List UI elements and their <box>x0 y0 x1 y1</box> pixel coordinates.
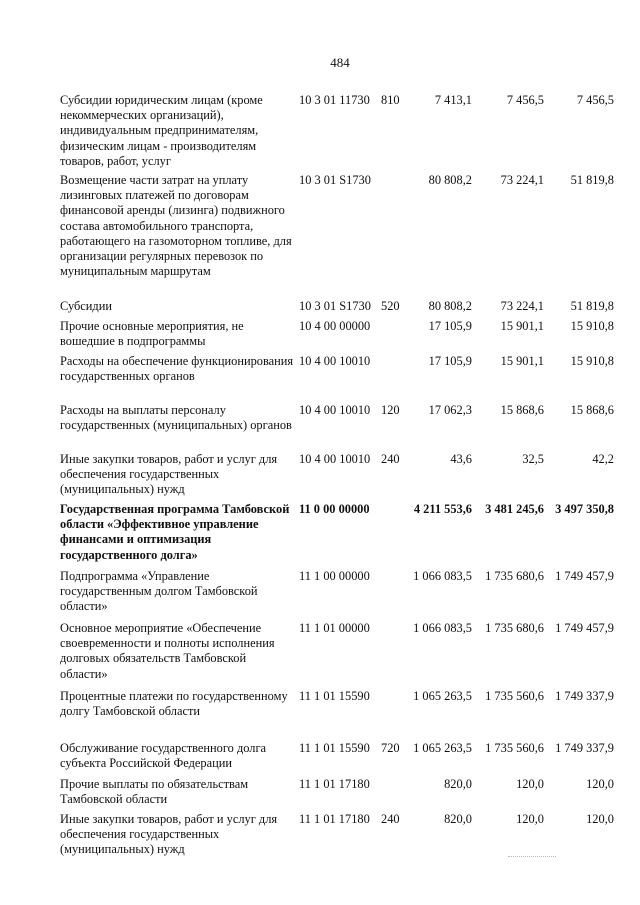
row-value-year-2: 1 735 560,6 <box>485 689 544 703</box>
row-target-code: 11 1 01 17180 <box>299 812 370 826</box>
row-value-year-3: 51 819,8 <box>570 173 614 187</box>
row-value-year-3: 1 749 337,9 <box>555 689 614 703</box>
row-value-year-1: 1 065 263,5 <box>413 689 472 703</box>
row-value-year-2: 120,0 <box>516 777 544 791</box>
row-value-year-2: 120,0 <box>516 812 544 826</box>
table-row <box>0 777 640 812</box>
row-value-year-3: 15 910,8 <box>570 319 614 333</box>
row-expense-type: 120 <box>381 403 400 417</box>
row-description: Расходы на обеспечение функционирования государственных органов <box>60 354 294 384</box>
row-value-year-3: 1 749 457,9 <box>555 621 614 635</box>
row-value-year-3: 120,0 <box>586 777 614 791</box>
table-row <box>0 299 640 319</box>
row-description: Иные закупки товаров, работ и услуг для обеспечения государственных (муниципальных) нужд <box>60 452 278 497</box>
page-number: 484 <box>330 55 350 70</box>
row-value-year-3: 3 497 350,8 <box>555 502 614 516</box>
row-description: Возмещение части затрат на уплату лизинговых платежей по договорам финансовой аренды (лизинга) подвижного состава автомобильного транспорта, работающего на газомоторном топливе, для организации регулярных перевозок по муниципальным маршрутам <box>60 173 292 279</box>
row-value-year-1: 80 808,2 <box>428 299 472 313</box>
table-row <box>0 689 640 741</box>
table-row <box>0 93 640 173</box>
row-expense-type: 240 <box>381 452 400 466</box>
row-description: Субсидии <box>60 299 112 313</box>
row-description: Обслуживание государственного долга субъекта Российской Федерации <box>60 741 267 771</box>
row-target-code: 11 1 01 17180 <box>299 777 370 791</box>
row-value-year-2: 15 868,6 <box>500 403 544 417</box>
row-value-year-1: 17 062,3 <box>428 403 472 417</box>
row-description: Прочие выплаты по обязательствам Тамбовской области <box>60 777 249 807</box>
row-description: Прочие основные мероприятия, не вошедшие в подпрограммы <box>60 319 244 349</box>
row-description: Подпрограмма «Управление государственным долгом Тамбовской области» <box>60 569 258 614</box>
row-expense-type: 240 <box>381 812 400 826</box>
row-target-code: 11 1 01 15590 <box>299 741 370 755</box>
row-value-year-3: 1 749 457,9 <box>555 569 614 583</box>
row-value-year-3: 120,0 <box>586 812 614 826</box>
table-row-program-total <box>0 502 640 569</box>
row-value-year-3: 51 819,8 <box>570 299 614 313</box>
table-row <box>0 812 640 862</box>
row-description: Основное мероприятие «Обеспечение своевременности и полноты исполнения долговых обязательств Тамбовской области» <box>60 621 275 681</box>
scan-artifact <box>508 856 556 860</box>
row-value-year-1: 1 066 083,5 <box>413 569 472 583</box>
row-value-year-3: 15 910,8 <box>570 354 614 368</box>
row-value-year-3: 7 456,5 <box>576 93 614 107</box>
row-expense-type: 810 <box>381 93 400 107</box>
row-target-code: 10 4 00 10010 <box>299 403 371 417</box>
row-value-year-1: 80 808,2 <box>428 173 472 187</box>
table-row <box>0 452 640 502</box>
table-row <box>0 569 640 621</box>
table-row <box>0 354 640 403</box>
row-target-code: 11 0 00 00000 <box>299 502 370 516</box>
row-description: Иные закупки товаров, работ и услуг для обеспечения государственных (муниципальных) нужд <box>60 812 278 857</box>
row-target-code: 11 1 00 00000 <box>299 569 370 583</box>
row-value-year-1: 43,6 <box>450 452 472 466</box>
row-target-code: 11 1 01 15590 <box>299 689 370 703</box>
row-target-code: 10 3 01 11730 <box>299 93 370 107</box>
row-target-code: 11 1 01 00000 <box>299 621 370 635</box>
row-value-year-2: 73 224,1 <box>500 173 544 187</box>
row-expense-type: 520 <box>381 299 400 313</box>
row-value-year-3: 1 749 337,9 <box>555 741 614 755</box>
row-value-year-2: 7 456,5 <box>506 93 544 107</box>
row-value-year-2: 1 735 680,6 <box>485 569 544 583</box>
row-target-code: 10 4 00 10010 <box>299 354 371 368</box>
table-row <box>0 621 640 689</box>
row-value-year-3: 42,2 <box>592 452 614 466</box>
row-value-year-2: 1 735 560,6 <box>485 741 544 755</box>
row-expense-type: 720 <box>381 741 400 755</box>
budget-table <box>0 93 640 862</box>
row-value-year-2: 1 735 680,6 <box>485 621 544 635</box>
row-value-year-1: 820,0 <box>444 777 472 791</box>
row-value-year-2: 15 901,1 <box>500 319 544 333</box>
row-value-year-1: 17 105,9 <box>428 354 472 368</box>
row-description: Расходы на выплаты персоналу государственных (муниципальных) органов <box>60 403 292 433</box>
table-row <box>0 403 640 452</box>
row-value-year-2: 15 901,1 <box>500 354 544 368</box>
row-description: Субсидии юридическим лицам (кроме некоммерческих организаций), индивидуальным предпринимателям, физическим лицам - производителям товаров, работ, услуг <box>60 93 263 168</box>
row-target-code: 10 4 00 00000 <box>299 319 371 333</box>
row-value-year-1: 820,0 <box>444 812 472 826</box>
row-target-code: 10 4 00 10010 <box>299 452 371 466</box>
row-value-year-2: 73 224,1 <box>500 299 544 313</box>
row-target-code: 10 3 01 S1730 <box>299 299 371 313</box>
row-value-year-1: 7 413,1 <box>434 93 472 107</box>
row-value-year-1: 4 211 553,6 <box>413 502 472 516</box>
row-value-year-1: 1 066 083,5 <box>413 621 472 635</box>
row-value-year-1: 1 065 263,5 <box>413 741 472 755</box>
row-value-year-1: 17 105,9 <box>428 319 472 333</box>
table-row <box>0 173 640 299</box>
row-value-year-2: 32,5 <box>522 452 544 466</box>
table-row <box>0 741 640 777</box>
row-value-year-2: 3 481 245,6 <box>485 502 544 516</box>
row-description: Государственная программа Тамбовской области «Эффективное управление финансами и оптимизация государственного долга» <box>60 502 290 562</box>
table-row <box>0 319 640 354</box>
row-target-code: 10 3 01 S1730 <box>299 173 371 187</box>
row-value-year-3: 15 868,6 <box>570 403 614 417</box>
row-description: Процентные платежи по государственному долгу Тамбовской области <box>60 689 288 719</box>
